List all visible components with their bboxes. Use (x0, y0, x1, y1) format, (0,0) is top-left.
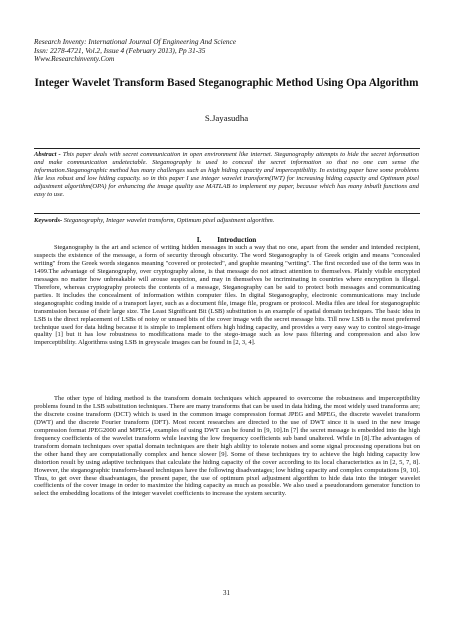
body-paragraph-2 (34, 395, 420, 498)
abstract (34, 151, 419, 198)
abstract-bottom-rule (34, 213, 420, 214)
journal-name: Research Inventy: International Journal Of Engineering And Science (34, 37, 237, 46)
journal-website: Www.Researchinventy.Com (34, 54, 115, 64)
section-heading (34, 236, 419, 244)
journal-header (34, 38, 419, 64)
abstract-text: This paper deals with secret communication in open environment like internet. Steganography attempts to hide the secret information and make communication undetectable. Steganography is used to conceal the secret information so that no one can sense the information.Steganographic method has many challenges such as high hiding capacity and imperceptibility. In existing paper have some problems like less robust and low hiding capacity. so in this paper I use integer wavelet transform(IWT) for increasing hiding capacity and Optimum pixel adjustment algorithm(OPA) for enhancing the image quality use MATLAB to implement my paper, because which has many inbuilt functions and easy to use. (34, 151, 419, 198)
paragraph-text: Steganography is the art and science of writing hidden messages in such a way that no one, apart from the sender and intended recipient, suspects the existence of the message, a form of security through obscurity. The word Steganography is of Greek origin and means "concealed writing" from the Greek words steganos meaning "covered or protected", and graphie meaning "writing". The first recorded use of the term was in 1499.The advantage of Steganography, over cryptography alone, is that message do not attract attention to themselves. Plainly visible encrypted messages no matter how unbreakable will arouse suspicion, and may in themselves be incriminating in countries where encryption is illegal. Therefore, whereas cryptography protects the contents of a message, Steganography can be said to protect both messages and communicating parties. It includes the concealment of information within computer files. In digital Steganography, electronic communications may include steganographic coding inside of a transport layer, such as a document file, image file, program or protocol. Media files are ideal for steganographic transmission because of their large size. The Least Significant Bit (LSB) substitution is an example of spatial domain techniques. The basic idea in LSB is the direct replacement of LSBs of noisy or unused bits of the cover image with the secret message bits. Till now LSB is the most preferred technique used for data hiding because it is simple to implement offers high hiding capacity, and provides a very easy way to control stego-image quality [1] but it has low robustness to modifications made to the stego-image such as low pass filtering and compression and also low imperceptibility. Algorithms using LSB in greyscale images can be found in [2, 3, 4]. (34, 244, 420, 347)
paragraph-text: The other type of hiding method is the transform domain techniques which appeared to overcome the robustness and imperceptibility problems found in the LSB substitution techniques. There are many transforms that can be used in data hiding, the most widely used transforms are; the discrete cosine transform (DCT) which is used in the common image compression format JPEG and MPEG, the discrete wavelet transform (DWT) and the discrete Fourier transform (DFT). Most recent researches are directed to the use of DWT since it is used in the new image compression format JPEG2000 and MPEG4, examples of using DWT can be found in [9, 10].In [7] the secret message is embedded into the high frequency coefficients of the wavelet transform while leaving the low frequency coefficients sub band unaltered. While in [8].The advantages of transform domain techniques over spatial domain techniques are their high ability to tolerate noises and some signal processing operations but on the other hand they are computationally complex and hence slower [9]. Some of these techniques try to achieve the high hiding capacity low distortion result by using adaptive techniques that calculate the hiding capacity of the cover according to its local characteristics as in [2, 5, 7, 8]. However, the steganographic transform-based techniques have the following disadvantages; low hiding capacity and complex computations [9, 10]. Thus, to get over these disadvantages, the present paper, the use of optimum pixel adjustment algorithm to hide data into the integer wavelet coefficients of the cover image in order to maximize the hiding capacity as much as possible. We also used a pseudorandom generator function to select the embedding locations of the integer wavelet coefficients to increase the system security. (34, 395, 420, 498)
page-number: 31 (223, 589, 230, 597)
paper-title: Integer Wavelet Transform Based Steganographic Method Using Opa Algorithm (34, 77, 419, 89)
abstract-label: Abstract - (34, 151, 61, 158)
abstract-top-rule (34, 148, 420, 149)
section-title: Introduction (217, 236, 257, 244)
issn-line: Issn: 2278-4721, Vol.2, Issue 4 (February 2013), Pp 31-35 (34, 45, 206, 55)
section-number: I. (196, 236, 202, 244)
keywords-text: Steganography, Integer wavelet transform, Optimum pixel adjustment algorithm. (62, 217, 275, 224)
keywords (34, 217, 419, 225)
keywords-label: Keywords- (34, 217, 63, 224)
body-paragraph-1 (34, 244, 420, 347)
author-name: S.Jayasudha (204, 113, 249, 123)
